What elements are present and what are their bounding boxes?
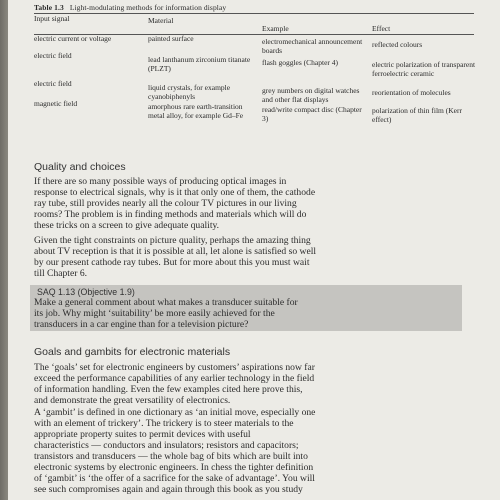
text-line: electronic systems by electronic engineers. In chess the tighter definition [34, 462, 314, 473]
paragraph [34, 362, 466, 406]
table-cell: flash goggles (Chapter 4) [262, 58, 339, 67]
table-title: Light-modulating methods for information display [69, 3, 227, 12]
paragraph [34, 407, 466, 495]
table-top-rule [34, 13, 474, 14]
text-line: about TV reception is that it is possible at all, let alone is satisfied so well [34, 246, 317, 257]
table-cell: magnetic field [34, 99, 78, 108]
table-number: Table 1.3 [34, 3, 64, 12]
text-line: appropriate property suites to permit devices with useful [34, 429, 251, 440]
table-cell: grey numbers on digital watches and other flat displays [262, 86, 360, 104]
table-cell: liquid crystals, for example cyanobiphenyls [148, 83, 231, 101]
saq-question [34, 297, 466, 330]
text-line: of ‘gambit’ is ‘the offer of a sacrifice for the sake of advantage’. You will [34, 473, 315, 484]
text-line: and demonstrate the great versatility of electronics. [34, 395, 231, 406]
text-line: exceed the performance capabilities of any earlier technology in the field [34, 373, 315, 384]
text-line: The ‘goals’ set for electronic engineers by customers’ aspirations now far [34, 362, 315, 373]
table-cell: painted surface [148, 34, 194, 43]
table-cell: polarization of thin film (Kerr effect) [372, 106, 462, 124]
table-header-input-signal: Input signal [34, 14, 70, 23]
table-cell: amorphous rare earth-transition metal alloy, for example Gd–Fe [148, 102, 244, 120]
section-heading-quality: Quality and choices [34, 161, 126, 173]
section-heading-goals: Goals and gambits for electronic materials [34, 346, 231, 358]
text-line: of information handling. Even the few examples cited here prove this, [34, 384, 303, 395]
text-line: by our present cathode ray tubes. But for more about this you must wait [34, 257, 310, 268]
table-header-effect: Effect [372, 24, 391, 33]
text-line: A ‘gambit’ is defined in one dictionary as ‘an initial move, especially one [34, 407, 316, 418]
table-caption [34, 3, 474, 12]
text-line: transistors and transducers — the whole bag of bits which are built into [34, 451, 308, 462]
text-line: Make a general comment about what makes a transducer suitable for [34, 297, 298, 308]
text-line: till Chapter 6. [34, 268, 88, 279]
text-line: ray tube, still provides nearly all the colour TV pictures in our living [34, 198, 297, 209]
table-cell: read/write compact disc (Chapter 3) [262, 105, 362, 123]
page-edge-shadow [0, 0, 8, 500]
text-line: its job. Why might ‘suitability’ be more easily achieved for the [34, 308, 275, 319]
table-cell: electric polarization of transparent ferroelectric ceramic [372, 60, 476, 78]
paragraph [34, 235, 466, 279]
table-cell: electric current or voltage [34, 34, 112, 43]
table-cell: electric field [34, 79, 72, 88]
text-line: these tricks on a screen to give adequate quality. [34, 220, 220, 231]
text-line: If there are so many possible ways of producing optical images in [34, 176, 287, 187]
table-cell: lead lanthanum zirconium titanate (PLZT) [148, 55, 251, 73]
table-cell: electromechanical announcement boards [262, 37, 363, 55]
table-cell: reflected colours [372, 40, 423, 49]
text-line: response to electrical signals, why is it that only one of them, the cathode [34, 187, 316, 198]
text-line: transducers in a car engine than for a television picture? [34, 319, 249, 330]
table-header-material: Material [148, 16, 174, 25]
table-cell: reorientation of molecules [372, 88, 451, 97]
text-line: rooms? The problem is in finding methods and materials which will do [34, 209, 307, 220]
text-line: Given the tight constraints on picture quality, perhaps the amazing thing [34, 235, 311, 246]
text-line: with an element of trickery’. The trickery is to steer materials to the [34, 418, 294, 429]
text-line: characteristics — conductors and insulators; resistors and capacitors; [34, 440, 299, 451]
table-cell: electric field [34, 51, 72, 60]
table-header-example: Example [262, 24, 289, 33]
text-line: see such compromises again and again through this book as you study [34, 484, 303, 495]
saq-title: SAQ 1.13 (Objective 1.9) [37, 287, 135, 297]
paragraph [34, 176, 466, 231]
